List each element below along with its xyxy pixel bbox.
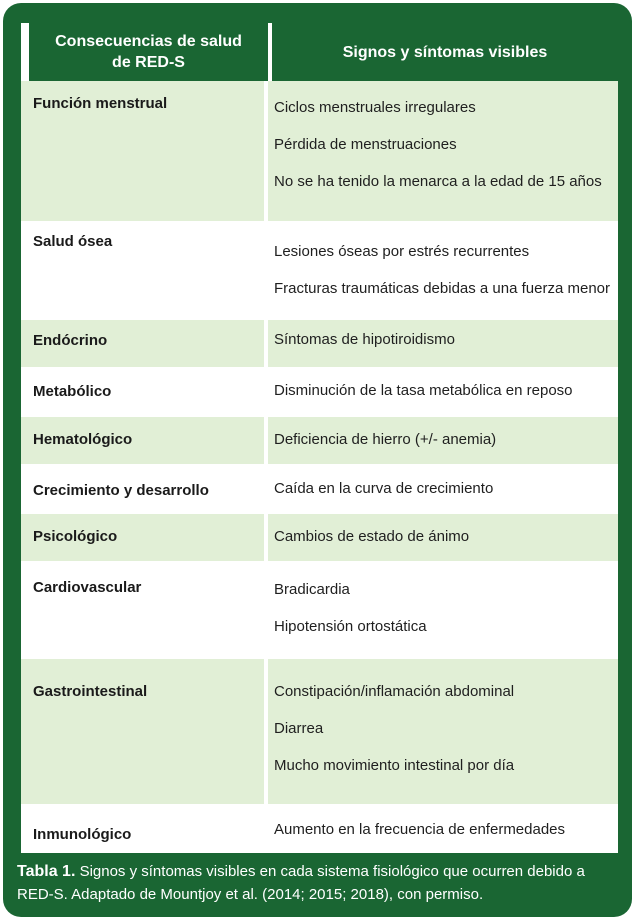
row-sign: Disminución de la tasa metabólica en reposo — [274, 382, 573, 399]
row-sign: Deficiencia de hierro (+/- anemia) — [274, 431, 497, 448]
row-category: Gastrointestinal — [33, 683, 148, 700]
table-caption — [17, 860, 622, 906]
caption-text: Signos y síntomas visibles en cada sistema fisiológico que ocurren debido a RED-S. Adaptado de Mountjoy et al. (2014; 2015; 2018), con permiso. — [17, 863, 585, 903]
row-category: Crecimiento y desarrollo — [33, 482, 209, 499]
table-row — [21, 514, 618, 561]
table-row — [21, 561, 618, 659]
row-category: Salud ósea — [33, 233, 113, 250]
header-health-consequences: Consecuencias de salud de RED-S — [29, 23, 268, 81]
table-row — [21, 659, 618, 804]
table-row — [21, 417, 618, 464]
row-sign: Fracturas traumáticas debidas a una fuerza menor — [274, 280, 610, 297]
row-sign: Diarrea — [274, 720, 324, 737]
table-row — [21, 81, 618, 221]
row-category: Psicológico — [33, 528, 118, 545]
table-row — [21, 367, 618, 417]
table-row — [21, 320, 618, 367]
row-sign: Hipotensión ortostática — [274, 618, 427, 635]
row-category: Hematológico — [33, 431, 133, 448]
row-category: Endócrino — [33, 332, 108, 349]
row-sign: Síntomas de hipotiroidismo — [274, 331, 455, 348]
red-s-table — [21, 23, 618, 853]
row-category: Metabólico — [33, 383, 112, 400]
table-header-row — [21, 23, 618, 81]
row-sign: Pérdida de menstruaciones — [274, 136, 457, 153]
row-sign: Constipación/inflamación abdominal — [274, 683, 515, 700]
row-sign: Aumento en la frecuencia de enfermedades — [274, 821, 566, 838]
table-row — [21, 804, 618, 853]
row-category: Inmunológico — [33, 826, 132, 843]
row-sign: Bradicardia — [274, 581, 350, 598]
row-sign: Ciclos menstruales irregulares — [274, 99, 476, 116]
row-sign: Cambios de estado de ánimo — [274, 528, 470, 545]
table-frame — [3, 3, 632, 917]
table-row — [21, 221, 618, 320]
row-category: Cardiovascular — [33, 579, 142, 596]
row-sign: Lesiones óseas por estrés recurrentes — [274, 243, 530, 260]
row-category: Función menstrual — [33, 95, 168, 112]
row-sign: Mucho movimiento intestinal por día — [274, 757, 515, 774]
row-sign: No se ha tenido la menarca a la edad de 15 años — [274, 173, 602, 190]
header-visible-signs: Signos y síntomas visibles — [272, 23, 618, 81]
row-sign: Caída en la curva de crecimiento — [274, 480, 494, 497]
table-row — [21, 464, 618, 514]
caption-label: Tabla 1. — [17, 863, 76, 880]
